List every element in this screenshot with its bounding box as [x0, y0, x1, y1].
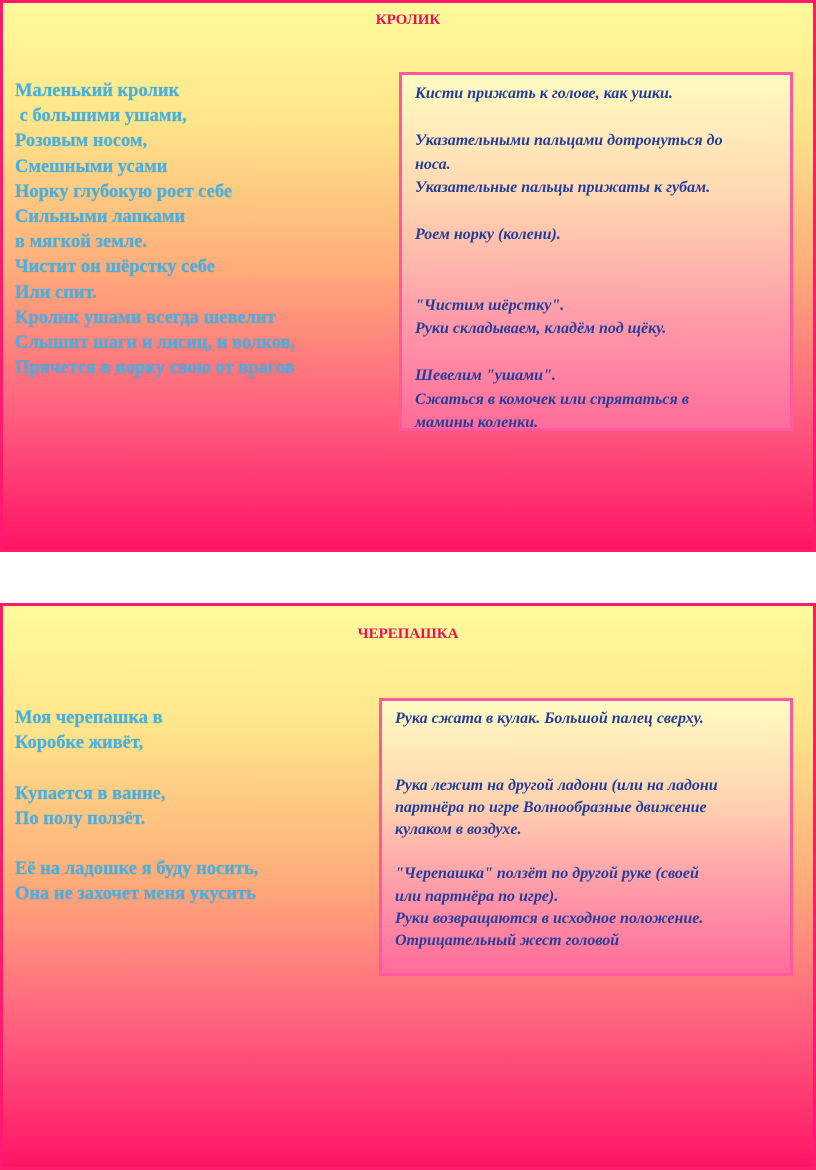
- instruction-line: Рука лежит на другой ладони (или на ладони: [395, 776, 718, 794]
- poem-line: Она не захочет меня укусить: [15, 884, 256, 905]
- rabbit-instructions-box: [399, 72, 793, 431]
- instruction-line: "Черепашка" ползёт по другой руке (своей: [395, 865, 699, 883]
- poem-line: Коробке живёт,: [15, 733, 144, 754]
- turtle-card: [0, 603, 816, 1170]
- poem-line: [15, 756, 258, 781]
- instruction-line: Кисти прижать к голове, как ушки.: [415, 85, 673, 102]
- poem-line: в мягкой земле.: [15, 232, 148, 253]
- instruction-line: "Чистим шёрстку".: [415, 296, 565, 314]
- poem-line: Смешными усами: [15, 156, 168, 177]
- instruction-line: Шевелим "ушами".: [415, 367, 556, 384]
- instruction-line: [415, 247, 778, 271]
- poem-line: Чистит он шёрстку себе: [15, 257, 215, 278]
- rabbit-title: КРОЛИК: [375, 12, 441, 28]
- instruction-line: Руки возвращаются в исходное положение.: [395, 909, 704, 927]
- instruction-line: Руки складываем, кладём под щёку.: [415, 320, 667, 337]
- poem-line: Сильными лапками: [15, 206, 186, 227]
- instruction-line: [395, 752, 778, 774]
- poem-line: Моя черепашка в: [15, 708, 163, 728]
- instruction-line: или партнёра по игре).: [395, 887, 559, 905]
- poem-line: Купается в ванне,: [15, 783, 166, 804]
- poem-line: с большими ушами,: [15, 106, 187, 127]
- instruction-line: [395, 841, 778, 863]
- instruction-line: партнёра по игре Волнообразные движение: [395, 798, 707, 816]
- turtle-title: ЧЕРЕПАШКА: [357, 626, 459, 642]
- instruction-line: Отрицательный жест головой: [395, 931, 620, 949]
- instruction-line: [415, 341, 778, 365]
- poem-line: Прячется в норку свою от врагов: [15, 358, 295, 379]
- poem-line: Кролик ушами всегда шевелит: [15, 307, 276, 328]
- instruction-line: кулаком в воздухе.: [395, 820, 522, 838]
- instruction-line: носа.: [415, 155, 451, 173]
- poem-line: По полу ползёт.: [15, 808, 146, 829]
- instruction-line: [415, 270, 778, 294]
- poem-line: Слышит шаги и лисиц, и волков,: [15, 332, 296, 353]
- turtle-poem: [15, 706, 258, 908]
- poem-line: Норку глубокую роет себе: [15, 181, 233, 202]
- instruction-line: Указательные пальцы прижаты к губам.: [415, 179, 711, 196]
- poem-line: Маленький кролик: [15, 81, 180, 101]
- instruction-line: Сжаться в комочек или спрятаться в: [415, 390, 689, 408]
- turtle-instructions-box: [379, 698, 793, 976]
- instruction-line: [395, 730, 778, 752]
- instruction-line: Указательными пальцами дотронуться до: [415, 132, 723, 149]
- poem-line: Её на ладошке я буду носить,: [15, 859, 259, 880]
- instruction-line: [415, 106, 778, 130]
- poem-line: Или спит.: [15, 282, 97, 303]
- rabbit-card: [0, 0, 816, 552]
- poem-line: [15, 832, 258, 857]
- rabbit-poem: [15, 79, 295, 381]
- poem-line: Розовым носом,: [15, 131, 148, 152]
- instruction-line: [415, 200, 778, 224]
- instruction-line: Роем норку (колени).: [415, 226, 561, 243]
- instruction-line: Рука сжата в кулак. Большой палец сверху.: [395, 710, 704, 727]
- instruction-line: мамины коленки.: [415, 414, 539, 431]
